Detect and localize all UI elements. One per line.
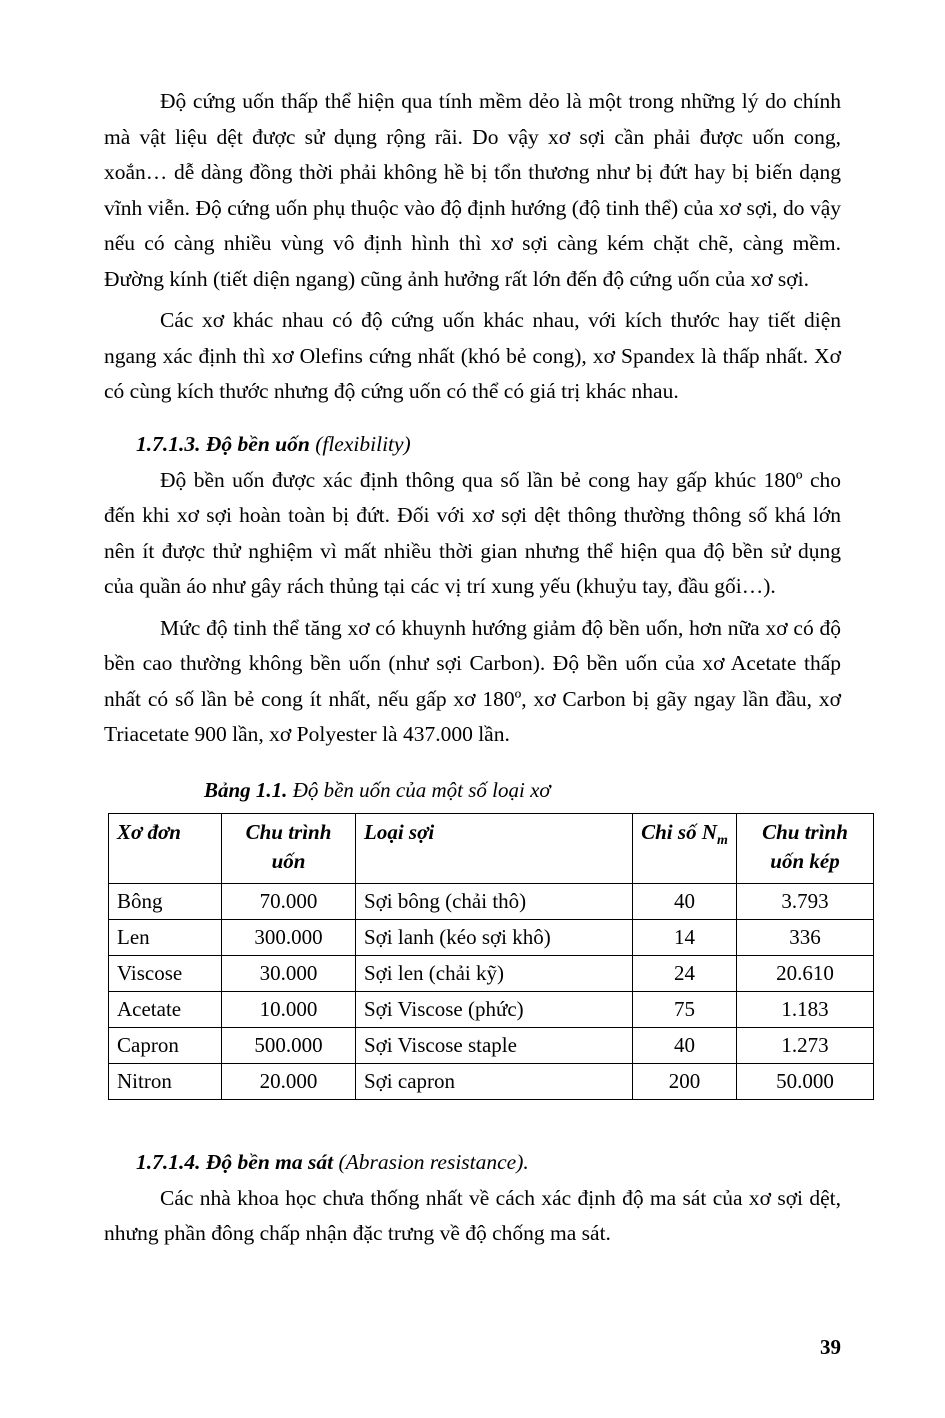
table-cell-double-cycles: 1.183 [737,991,874,1027]
table-caption-text: Độ bền uốn của một số loại xơ [287,777,551,802]
table-cell-yarn-type: Sợi bông (chải thô) [356,883,633,919]
section-heading-1-7-1-4 [104,1146,841,1179]
table-cell-double-cycles: 20.610 [737,955,874,991]
table-caption-label: Bảng 1.1. [204,777,288,802]
table-cell-index: 200 [633,1063,737,1099]
table-row [109,919,874,955]
flex-durability-table [108,813,874,1100]
table-header-cell-1: Xơ đơn [109,813,222,883]
table-cell-yarn-type: Sợi Viscose staple [356,1027,633,1063]
table-header-cell-3: Loại sợi [356,813,633,883]
table-header-cell-4-subscript: m [716,832,728,848]
table-caption [104,775,841,805]
table-cell-double-cycles: 1.273 [737,1027,874,1063]
table-cell-yarn-type: Sợi Viscose (phức) [356,991,633,1027]
paragraph-2: Các xơ khác nhau có độ cứng uốn khác nhau, với kích thước hay tiết diện ngang xác định thì xơ Olefins cứng nhất (khó bẻ cong), xơ Spandex là thấp nhất. Xơ có cùng kích thước nhưng độ cứng uốn có thể có giá trị khác nhau. [104,308,841,403]
table-cell-yarn-type: Sợi len (chải kỹ) [356,955,633,991]
table-cell-fiber: Acetate [109,991,222,1027]
table-cell-cycles: 10.000 [222,991,356,1027]
table-cell-fiber: Viscose [109,955,222,991]
table-cell-fiber: Bông [109,883,222,919]
table-header-cell-4 [633,813,737,883]
table-row [109,991,874,1027]
section-heading-1-7-1-3 [104,428,841,461]
table-cell-cycles: 30.000 [222,955,356,991]
table-cell-yarn-type: Sợi lanh (kéo sợi khô) [356,919,633,955]
table-cell-fiber: Nitron [109,1063,222,1099]
paragraph-3: Độ bền uốn được xác định thông qua số lần bẻ cong hay gấp khúc 180º cho đến khi xơ sợi hoàn toàn bị đứt. Đối với xơ sợi dệt thông thường thông số khá lớn nên ít được thử nghiệm vì mất nhiều thời gian nhưng thể hiện qua độ bền sử dụng của quần áo như gây rách thủng tại các vị trí xung yếu (khuỷu tay, đầu gối…). [104,467,841,598]
table-row [109,955,874,991]
paragraph-1: Độ cứng uốn thấp thể hiện qua tính mềm dẻo là một trong những lý do chính mà vật liệu dệt được sử dụng rộng rãi. Do vậy xơ sợi cần phải được uốn cong, xoắn… dễ dàng đồng thời phải không hề bị tổn thương như bị đứt hay bị biến dạng vĩnh viễn. Độ cứng uốn phụ thuộc vào độ định hướng (độ tinh thể) của xơ sợi, do vậy nếu có càng nhiều vùng vô định hình thì xơ sợi càng kém chặt chẽ, càng mềm. Đường kính (tiết diện ngang) cũng ảnh hưởng rất lớn đến độ cứng uốn của xơ sợi. [104,89,841,291]
table-cell-double-cycles: 50.000 [737,1063,874,1099]
heading-english-term: (flexibility) [315,431,411,456]
table-row [109,1027,874,1063]
table-cell-cycles: 300.000 [222,919,356,955]
table-cell-yarn-type: Sợi capron [356,1063,633,1099]
table-cell-double-cycles: 3.793 [737,883,874,919]
table-cell-index: 75 [633,991,737,1027]
paragraph-4: Mức độ tinh thể tăng xơ có khuynh hướng giảm độ bền uốn, hơn nữa xơ có độ bền cao thường không bền uốn (như sợi Carbon). Độ bền uốn của xơ Acetate thấp nhất có số lần bẻ cong ít nhất, nếu gấp xơ 180º, xơ Carbon bị gãy ngay lần đầu, xơ Triacetate 900 lần, xơ Polyester là 437.000 lần. [104,615,841,746]
table-cell-fiber: Capron [109,1027,222,1063]
table-row [109,883,874,919]
table-header-row [109,813,874,883]
table-header-cell-5: Chu trình uốn kép [737,813,874,883]
table-cell-double-cycles: 336 [737,919,874,955]
table-cell-index: 40 [633,1027,737,1063]
table-cell-cycles: 70.000 [222,883,356,919]
heading-number-title: 1.7.1.3. Độ bền uốn [136,431,310,456]
table-cell-index: 24 [633,955,737,991]
table-cell-fiber: Len [109,919,222,955]
table-cell-cycles: 20.000 [222,1063,356,1099]
table-header-cell-4-text: Chi số N [641,819,717,844]
paragraph-5: Các nhà khoa học chưa thống nhất về cách xác định độ ma sát của xơ sợi dệt, nhưng phần đông chấp nhận đặc trưng về độ chống ma sát. [104,1185,841,1245]
table-cell-cycles: 500.000 [222,1027,356,1063]
table-cell-index: 40 [633,883,737,919]
table-row [109,1063,874,1099]
heading-english-term: (Abrasion resistance). [338,1149,529,1174]
table-cell-index: 14 [633,919,737,955]
heading-number-title: 1.7.1.4. Độ bền ma sát [136,1149,334,1174]
table-header-cell-2: Chu trình uốn [222,813,356,883]
page-number: 39 [820,1335,841,1359]
